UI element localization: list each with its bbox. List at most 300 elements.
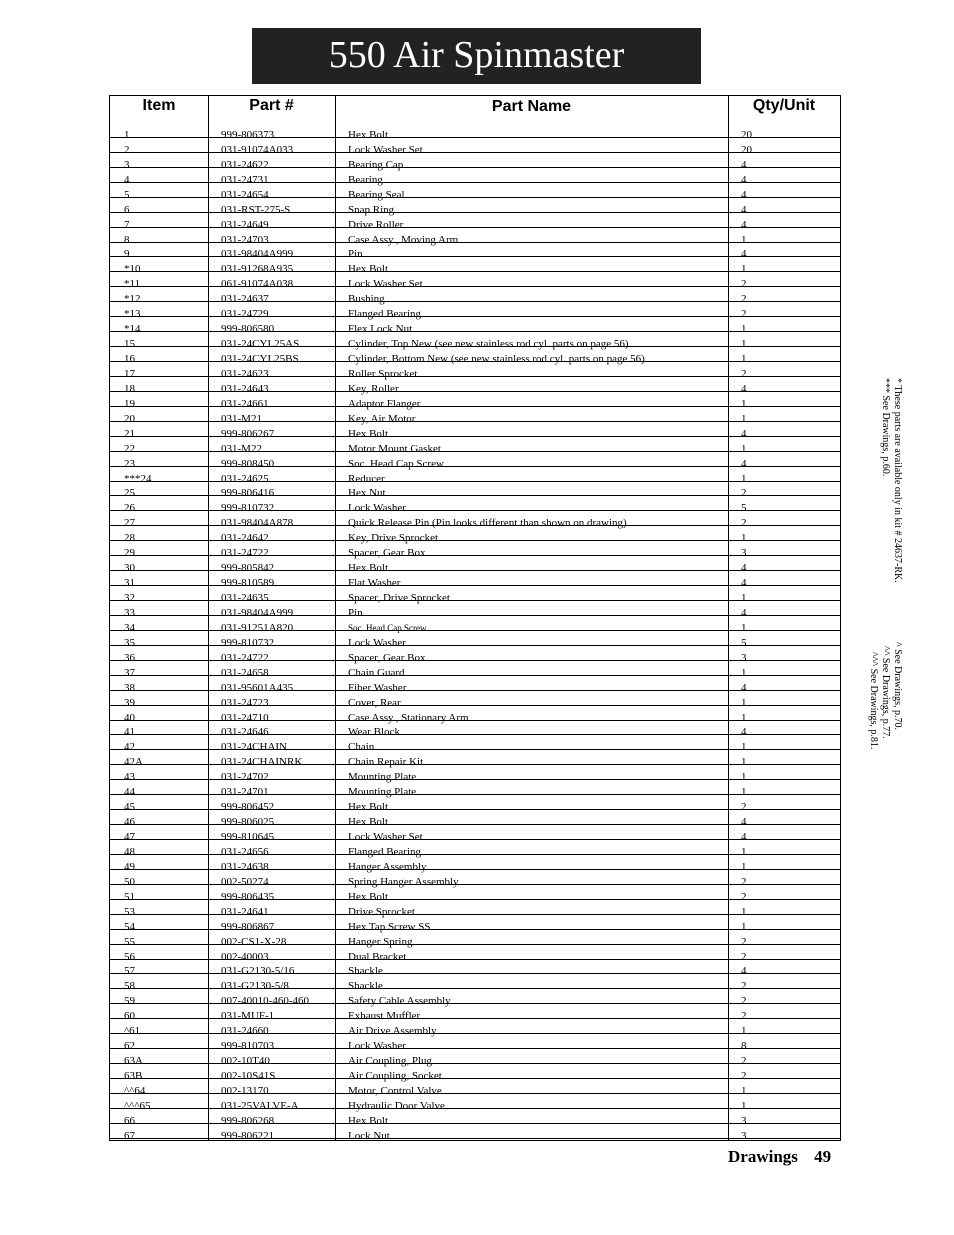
parts-table	[109, 95, 841, 1141]
row-part-name: Spacer, Gear Box	[348, 547, 426, 560]
table-row	[110, 974, 840, 993]
row-item: *12	[124, 293, 141, 306]
table-row	[110, 571, 840, 590]
table-row	[110, 228, 840, 246]
row-part-number: 031-24701	[221, 786, 269, 799]
row-qty: 4	[741, 606, 747, 619]
row-part-name: Exhaust Muffler	[348, 1010, 421, 1023]
row-part-name: Lock Washer Set	[348, 278, 423, 291]
table-row	[110, 586, 840, 604]
table-row	[110, 721, 840, 739]
row-item: 60	[124, 1010, 135, 1023]
row-item: 2	[124, 143, 130, 156]
table-row	[110, 526, 840, 545]
row-item: 26	[124, 502, 135, 515]
table-row	[110, 676, 840, 694]
row-item: 53	[124, 905, 135, 918]
row-item: 20	[124, 412, 135, 425]
page-number: 49	[814, 1147, 832, 1166]
row-qty: 3	[741, 1129, 747, 1142]
row-part-name: Motor Mount Gasket	[348, 442, 441, 455]
row-qty: 4	[741, 681, 747, 694]
row-qty: 2	[741, 1070, 747, 1082]
row-qty: 1	[741, 353, 747, 365]
row-qty: 2	[741, 1010, 747, 1023]
row-qty: 20	[741, 143, 752, 156]
table-row	[110, 287, 840, 306]
row-qty: 2	[741, 950, 747, 963]
row-part-name: Snap Ring	[348, 203, 395, 216]
row-part-name: Cover, Rear	[348, 696, 401, 709]
row-part-name: Safety Cable Assembly	[348, 995, 451, 1008]
row-part-number: 031-24638	[221, 860, 269, 873]
row-item: 3	[124, 158, 130, 171]
row-part-name: Lock Washer Set	[348, 831, 423, 843]
table-row	[110, 765, 840, 784]
table-row	[110, 915, 840, 933]
row-item: 59	[124, 995, 135, 1008]
row-part-name: Hex Bolt	[348, 801, 389, 814]
row-part-number: 031-91268A935	[221, 263, 294, 276]
note-p77: ^^ See Drawings, p.77.	[880, 646, 891, 739]
row-qty: 1	[741, 397, 747, 410]
row-part-number: 002-CS1-X-28	[221, 935, 287, 948]
table-row	[110, 198, 840, 216]
row-part-number: 031-24623	[221, 367, 269, 380]
row-part-name: Lock Washer	[348, 636, 406, 649]
row-part-name: Bearing Seal	[348, 188, 405, 201]
row-qty: 2	[741, 293, 747, 306]
row-part-number: 031-24656	[221, 845, 269, 858]
row-part-number: 999-810732	[221, 636, 275, 649]
table-row	[110, 422, 840, 440]
row-qty: 1	[741, 756, 747, 769]
row-qty: 1	[741, 711, 747, 724]
row-item: 6	[124, 203, 130, 216]
row-qty: 1	[741, 412, 747, 425]
row-item: 1	[124, 128, 130, 141]
row-part-name: Case Assy., Stationary Arm	[348, 711, 469, 724]
row-part-name: Key, Air Motor	[348, 412, 416, 425]
row-part-name: Lock Washer	[348, 502, 406, 515]
row-item: 43	[124, 771, 135, 784]
row-part-number: 061-91074A038	[221, 278, 294, 291]
table-row	[110, 989, 840, 1008]
row-part-name: Key, Drive Sprocket	[348, 532, 439, 545]
table-row	[110, 362, 840, 380]
row-part-number: 999-805842	[221, 562, 275, 575]
row-item: 31	[124, 577, 135, 590]
row-item: 5	[124, 188, 130, 201]
row-item: 30	[124, 562, 135, 575]
row-qty: 1	[741, 621, 747, 634]
row-qty: 8	[741, 1040, 747, 1053]
table-row	[110, 1034, 840, 1053]
row-part-number: 999-806025	[221, 816, 275, 829]
row-qty: 4	[741, 577, 747, 590]
table-row	[110, 243, 840, 261]
table-row	[110, 616, 840, 634]
row-part-name: Air Drive Assembly	[348, 1025, 437, 1038]
row-qty: 2	[741, 517, 747, 530]
table-row	[110, 511, 840, 530]
row-qty: 2	[741, 1055, 747, 1068]
table-row	[110, 317, 840, 336]
table-row	[110, 1124, 840, 1142]
row-item: 38	[124, 681, 135, 694]
row-part-number: 031-24710	[221, 711, 269, 724]
row-part-number: 031-G2130-5/16	[221, 965, 295, 978]
row-item: 55	[124, 935, 135, 948]
row-qty: 5	[741, 502, 747, 515]
table-row	[110, 870, 840, 888]
row-qty: 4	[741, 831, 747, 843]
row-part-name: Flex Lock Nut	[348, 323, 413, 336]
row-qty: 20	[741, 128, 752, 141]
row-part-name: Adaptor Flanger	[348, 397, 421, 410]
row-part-number: 031-24CHAIN	[221, 741, 287, 754]
row-part-name: Pin	[348, 606, 363, 619]
header-qty: Qty/Unit	[752, 97, 816, 114]
note-kit: * These parts are available only in kit # 24637-RK.	[892, 378, 903, 583]
row-part-name: Bearing	[348, 173, 383, 186]
row-item: 4	[124, 173, 130, 186]
row-part-number: 031-24722	[221, 547, 269, 560]
row-part-name: Lock Nut	[348, 1129, 390, 1142]
row-item: 40	[124, 711, 135, 724]
row-item: 18	[124, 382, 135, 395]
row-part-number: 999-806867	[221, 920, 275, 933]
row-part-name: Bearing Cap	[348, 158, 404, 171]
footer-section: Drawings	[728, 1147, 798, 1166]
table-row	[110, 810, 840, 829]
table-row	[110, 825, 840, 843]
row-part-name: Key, Roller	[348, 382, 399, 395]
row-qty: 4	[741, 218, 747, 231]
row-qty: 1	[741, 905, 747, 918]
row-part-number: 999-806452	[221, 801, 275, 814]
table-row	[110, 646, 840, 664]
row-qty: 4	[741, 248, 747, 261]
row-qty: 2	[741, 995, 747, 1008]
row-part-name: Lock Washer Set	[348, 143, 423, 156]
row-part-name: Bushing	[348, 293, 385, 306]
row-qty: 1	[741, 592, 747, 604]
row-qty: 4	[741, 562, 747, 575]
row-part-name: Lock Washer	[348, 1040, 406, 1053]
row-qty: 2	[741, 801, 747, 814]
row-qty: 4	[741, 427, 747, 440]
row-part-name: Hex Tap Screw SS	[348, 920, 431, 933]
row-qty: 1	[741, 860, 747, 873]
row-part-name: Flanged Bearing	[348, 845, 422, 858]
row-qty: 1	[741, 1099, 747, 1112]
row-item: 46	[124, 816, 135, 829]
row-part-number: 999-806221	[221, 1129, 275, 1142]
row-qty: 1	[741, 233, 747, 246]
row-item: 8	[124, 233, 130, 246]
table-row	[110, 452, 840, 470]
row-item: 50	[124, 875, 135, 888]
table-row	[110, 885, 840, 903]
row-part-name: Wear Block	[348, 726, 400, 739]
row-part-name: Mounting Plate	[348, 771, 417, 784]
table-row	[110, 482, 840, 500]
row-part-name: Drive Sprocket	[348, 905, 415, 918]
row-part-number: 031-24637	[221, 293, 269, 306]
row-item: 42A	[124, 756, 143, 769]
row-part-number: 999-806267	[221, 427, 275, 440]
page-title: 550 Air Spinmaster	[252, 28, 701, 84]
row-part-name: Spring Hanger Assembly	[348, 875, 459, 888]
table-row	[110, 691, 840, 709]
row-item: *14	[124, 323, 141, 336]
row-part-number: 999-808450	[221, 457, 275, 470]
row-qty: 3	[741, 651, 747, 664]
row-part-name: Soc. Head Cap Screw	[348, 457, 444, 470]
row-part-number: 002-50274	[221, 875, 269, 888]
row-item: *10	[124, 263, 141, 276]
table-row	[110, 631, 840, 649]
table-row	[110, 407, 840, 425]
table-row	[110, 855, 840, 873]
row-item: *11	[124, 278, 141, 291]
row-item: 15	[124, 338, 135, 351]
table-row	[110, 392, 840, 410]
row-part-number: 999-810703	[221, 1040, 275, 1053]
row-part-number: 999-806268	[221, 1114, 275, 1127]
table-row	[110, 496, 840, 515]
row-item: 23	[124, 457, 135, 470]
row-item: 49	[124, 860, 135, 873]
row-part-number: 031-24703	[221, 233, 269, 246]
row-qty: 2	[741, 890, 747, 903]
table-body	[110, 123, 840, 1142]
row-part-name: Fiber Washer	[348, 681, 407, 694]
row-part-number: 031-24731	[221, 173, 269, 186]
row-qty: 2	[741, 278, 747, 291]
row-qty: 4	[741, 965, 747, 978]
row-item: 62	[124, 1040, 135, 1053]
row-item: 39	[124, 696, 135, 709]
row-part-name: Hex Bolt	[348, 263, 389, 276]
table-row	[110, 1079, 840, 1097]
row-qty: 1	[741, 696, 747, 709]
row-item: 9	[124, 248, 130, 261]
row-part-name: Spacer, Gear Box	[348, 651, 426, 664]
row-part-name: Spacer, Drive Sprocket	[348, 592, 450, 604]
row-item: 44	[124, 786, 135, 799]
row-item: 58	[124, 980, 135, 993]
row-part-number: 031-24642	[221, 532, 269, 545]
row-qty: 1	[741, 1025, 747, 1038]
row-part-number: 031-24635	[221, 592, 269, 604]
row-part-number: 007-40010-460-460	[221, 995, 309, 1008]
row-part-name: Hex Bolt	[348, 1114, 389, 1127]
row-item: 66	[124, 1114, 135, 1127]
row-part-number: 031-24CYL25AS	[221, 338, 300, 351]
row-qty: 1	[741, 442, 747, 455]
row-qty: 5	[741, 636, 747, 649]
table-row	[110, 780, 840, 799]
row-item: 63A	[124, 1055, 143, 1068]
header-part-name: Part Name	[491, 98, 572, 115]
header-item: Item	[142, 97, 176, 114]
row-qty: 2	[741, 935, 747, 948]
row-part-number: 999-806373	[221, 128, 275, 141]
row-part-name: Pin	[348, 248, 363, 261]
table-row	[110, 347, 840, 365]
row-qty: 1	[741, 1084, 747, 1097]
row-part-name: Mounting Plate	[348, 786, 417, 799]
row-item: 57	[124, 965, 135, 978]
row-qty: 4	[741, 726, 747, 739]
row-part-number: 031-24723	[221, 696, 269, 709]
row-part-number: 031-91251A820	[221, 621, 294, 634]
row-item: 36	[124, 651, 135, 664]
table-row	[110, 1064, 840, 1082]
table-row	[110, 556, 840, 575]
table-row	[110, 1109, 840, 1127]
row-part-number: 031-24649	[221, 218, 269, 231]
row-part-number: 002-10S41S	[221, 1070, 276, 1082]
row-part-name: Hydraulic Door Valve	[348, 1099, 445, 1112]
row-part-number: 999-810645	[221, 831, 275, 843]
row-part-name: Motor, Control Valve	[348, 1084, 442, 1097]
row-item: 54	[124, 920, 135, 933]
row-part-name: Reducer	[348, 472, 385, 485]
row-part-number: 999-806435	[221, 890, 275, 903]
row-qty: 1	[741, 786, 747, 799]
row-part-number: 031-24625	[221, 472, 269, 485]
row-part-number: 031-24641	[221, 905, 269, 918]
row-item: 17	[124, 367, 135, 380]
row-part-name: Hex Bolt	[348, 562, 389, 575]
row-qty: 1	[741, 845, 747, 858]
row-part-name: Case Assy., Moving Arm	[348, 233, 459, 246]
row-part-name: Cylinder, Bottom New (see new stainless rod cyl. parts on page 56)	[348, 353, 645, 365]
row-part-number: 031-24658	[221, 666, 269, 679]
row-qty: 4	[741, 203, 747, 216]
row-qty: 4	[741, 382, 747, 395]
row-item: 21	[124, 427, 135, 440]
row-part-name: Hex Bolt	[348, 128, 389, 141]
row-part-number: 031-24702	[221, 771, 269, 784]
row-part-number: 031-24CHAINRK	[221, 756, 303, 769]
row-part-number: 031-24646	[221, 726, 269, 739]
table-row	[110, 153, 840, 171]
table-row	[110, 706, 840, 724]
row-item: 32	[124, 592, 135, 604]
table-row	[110, 945, 840, 963]
table-row	[110, 750, 840, 769]
table-row	[110, 735, 840, 754]
row-part-name: Shackle	[348, 980, 383, 993]
row-qty: 4	[741, 173, 747, 186]
row-part-number: 031-24722	[221, 651, 269, 664]
table-row	[110, 183, 840, 201]
row-item: 29	[124, 547, 135, 560]
row-part-number: 002-13170	[221, 1084, 269, 1097]
row-part-number: 031-24622	[221, 158, 269, 171]
row-item: 7	[124, 218, 130, 231]
row-qty: 2	[741, 367, 747, 380]
row-part-number: 031-24729	[221, 308, 269, 321]
row-qty: 4	[741, 816, 747, 829]
row-item: 67	[124, 1129, 135, 1142]
row-part-number: 031-M21	[221, 412, 262, 425]
row-part-number: 999-810589	[221, 577, 275, 590]
table-row	[110, 377, 840, 395]
row-item: 48	[124, 845, 135, 858]
table-row	[110, 601, 840, 619]
table-row	[110, 168, 840, 186]
row-part-number: 999-806416	[221, 487, 275, 500]
row-item: ^^^65	[124, 1099, 151, 1112]
row-part-number: 031-95601A435	[221, 681, 294, 694]
table-header	[110, 96, 840, 123]
table-row	[110, 332, 840, 351]
row-qty: 2	[741, 487, 747, 500]
row-item: ^^64	[124, 1084, 146, 1097]
row-qty: 1	[741, 323, 747, 336]
row-item: 33	[124, 606, 135, 619]
row-item: ***24	[124, 472, 152, 485]
row-part-number: 002-40003	[221, 950, 269, 963]
row-qty: 1	[741, 472, 747, 485]
table-row	[110, 138, 840, 156]
table-row	[110, 541, 840, 560]
table-row	[110, 302, 840, 321]
row-part-number: 031-24660	[221, 1025, 269, 1038]
table-row	[110, 960, 840, 978]
row-qty: 1	[741, 338, 747, 351]
header-part-number: Part #	[249, 97, 294, 114]
row-part-name: Chain Repair Kit	[348, 756, 424, 769]
row-part-name: Quick Release Pin (Pin looks different than shown on drawing)	[348, 517, 627, 530]
row-item: 37	[124, 666, 135, 679]
row-part-number: 031-MUF-1	[221, 1010, 275, 1023]
row-part-name: Flat Washer	[348, 577, 401, 590]
table-row	[110, 900, 840, 918]
row-item: 25	[124, 487, 135, 500]
row-part-name: Air Coupling, Socket	[348, 1070, 442, 1082]
row-item: *13	[124, 308, 141, 321]
row-qty: 2	[741, 875, 747, 888]
row-part-number: 031-24643	[221, 382, 269, 395]
row-part-number: 999-810732	[221, 502, 275, 515]
row-part-name: Hex Bolt	[348, 890, 389, 903]
row-part-number: 031-24661	[221, 397, 269, 410]
table-row	[110, 467, 840, 485]
row-part-name: Air Coupling, Plug	[348, 1055, 433, 1068]
row-qty: 2	[741, 308, 747, 321]
row-part-name: Hex Bolt	[348, 816, 389, 829]
page-footer	[728, 1147, 843, 1167]
note-p81: ^^^ See Drawings, p.81.	[868, 652, 879, 750]
row-part-name: Roller Sprocket	[348, 367, 418, 380]
row-item: 63B	[124, 1070, 143, 1082]
table-row	[110, 257, 840, 276]
row-item: 35	[124, 636, 135, 649]
row-item: 42	[124, 741, 135, 754]
row-part-number: 031-25VALVE-A	[221, 1099, 299, 1112]
row-item: 28	[124, 532, 135, 545]
note-p60: *** See Drawings, p.60.	[880, 378, 891, 477]
row-qty: 4	[741, 188, 747, 201]
row-part-name: Dual Bracket	[348, 950, 407, 963]
row-part-number: 031-98404A999	[221, 606, 294, 619]
